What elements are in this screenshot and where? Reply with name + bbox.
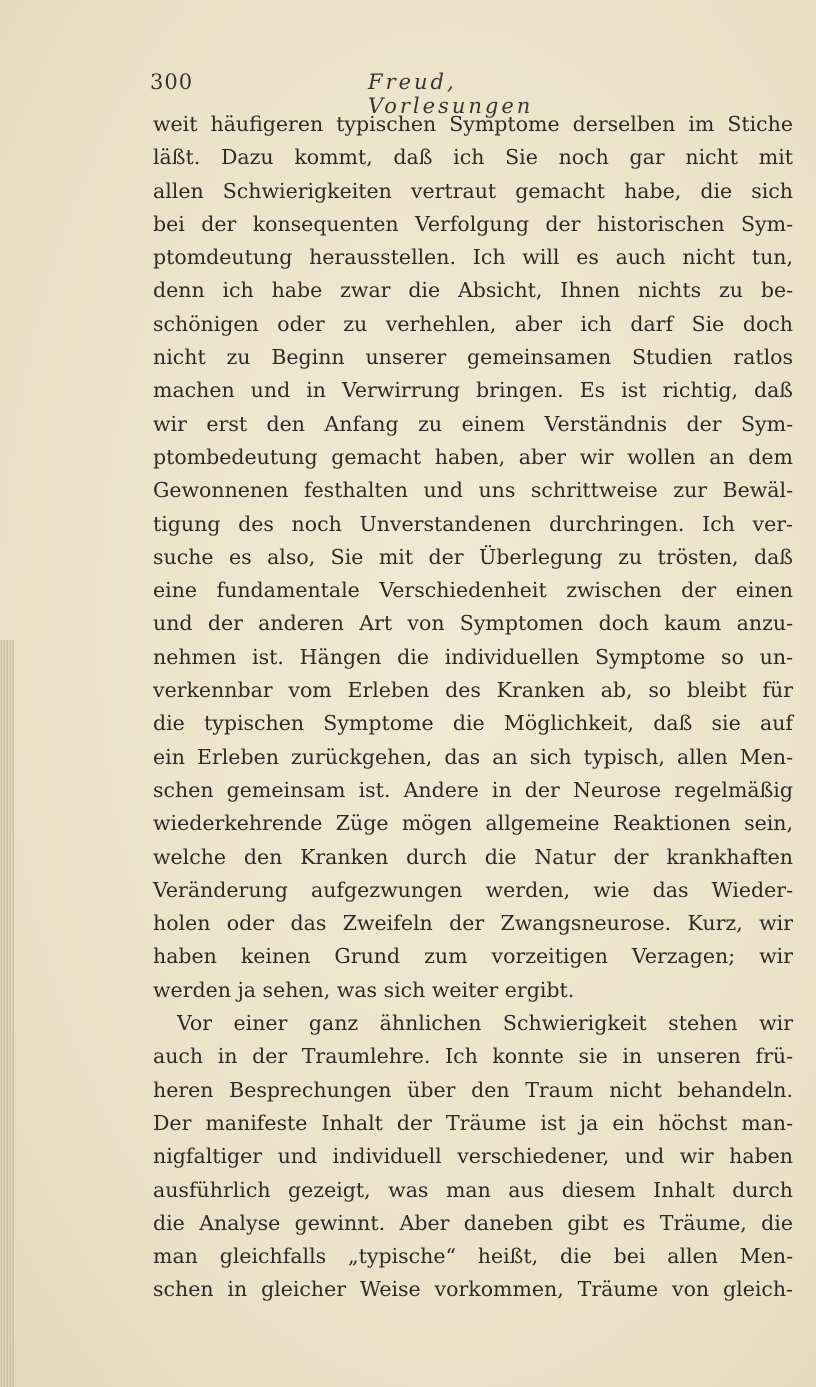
text-line: nehmen ist. Hängen die individuellen Symptome so un- <box>153 644 793 669</box>
text-line: nigfaltiger und individuell verschiedener, und wir haben <box>153 1144 793 1169</box>
paragraph-end-line: werden ja sehen, was sich weiter ergibt. <box>153 977 575 1002</box>
running-head: Freud, Vorlesungen <box>368 70 534 118</box>
text-line: schen in gleicher Weise vorkommen, Träume von gleich- <box>153 1277 793 1302</box>
text-line: Veränderung aufgezwungen werden, wie das Wieder- <box>153 877 793 902</box>
binding-edge <box>0 640 14 1387</box>
text-line: und der anderen Art von Symptomen doch kaum anzu- <box>153 611 793 636</box>
text-line: schönigen oder zu verhehlen, aber ich darf Sie doch <box>153 311 793 336</box>
text-line: denn ich habe zwar die Absicht, Ihnen nichts zu be- <box>153 278 793 303</box>
paragraph-start-line: Vor einer ganz ähnlichen Schwierigkeit stehen wir <box>177 1011 793 1036</box>
text-line: ausführlich gezeigt, was man aus diesem Inhalt durch <box>153 1177 793 1202</box>
text-line: auch in der Traumlehre. Ich konnte sie in unseren frü- <box>153 1044 793 1069</box>
page-number: 300 <box>150 70 194 94</box>
text-line: die typischen Symptome die Möglichkeit, daß sie auf <box>153 711 793 736</box>
text-line: heren Besprechungen über den Traum nicht behandeln. <box>153 1077 793 1102</box>
text-line: holen oder das Zweifeln der Zwangsneurose. Kurz, wir <box>153 911 793 936</box>
text-line: welche den Kranken durch die Natur der krankhaften <box>153 844 793 869</box>
text-line: ptomdeutung herausstellen. Ich will es auch nicht tun, <box>153 245 793 270</box>
text-line: weit häufigeren typischen Symptome derselben im Stiche <box>153 112 793 136</box>
text-line: haben keinen Grund zum vorzeitigen Verzagen; wir <box>153 944 793 969</box>
text-line: ptombedeutung gemacht haben, aber wir wollen an dem <box>153 444 793 469</box>
text-line: wir erst den Anfang zu einem Verständnis der Sym- <box>153 411 793 436</box>
text-line: allen Schwierigkeiten vertraut gemacht habe, die sich <box>153 178 793 203</box>
text-line: nicht zu Beginn unserer gemeinsamen Studien ratlos <box>153 345 793 370</box>
text-line: ein Erleben zurückgehen, das an sich typisch, allen Men- <box>153 744 793 769</box>
text-line: Der manifeste Inhalt der Träume ist ja ein höchst man- <box>153 1110 793 1135</box>
text-line: läßt. Dazu kommt, daß ich Sie noch gar nicht mit <box>153 145 793 170</box>
text-line: verkennbar vom Erleben des Kranken ab, so bleibt für <box>153 678 793 703</box>
text-line: man gleichfalls „typische“ heißt, die bei allen Men- <box>153 1244 793 1269</box>
text-line: schen gemeinsam ist. Andere in der Neurose regelmäßig <box>153 777 793 802</box>
text-line: Gewonnenen festhalten und uns schrittweise zur Bewäl- <box>153 478 793 503</box>
text-line: wiederkehrende Züge mögen allgemeine Reaktionen sein, <box>153 811 793 836</box>
text-line: eine fundamentale Verschiedenheit zwischen der einen <box>153 578 793 603</box>
body-text <box>153 108 793 1307</box>
text-line: tigung des noch Unverstandenen durchringen. Ich ver- <box>153 511 793 536</box>
text-line: bei der konsequenten Verfolgung der historischen Sym- <box>153 211 793 236</box>
page-header <box>150 70 630 118</box>
text-line: suche es also, Sie mit der Überlegung zu trösten, daß <box>153 544 793 569</box>
text-line: machen und in Verwirrung bringen. Es ist richtig, daß <box>153 378 793 403</box>
text-line: die Analyse gewinnt. Aber daneben gibt es Träume, die <box>153 1210 793 1235</box>
